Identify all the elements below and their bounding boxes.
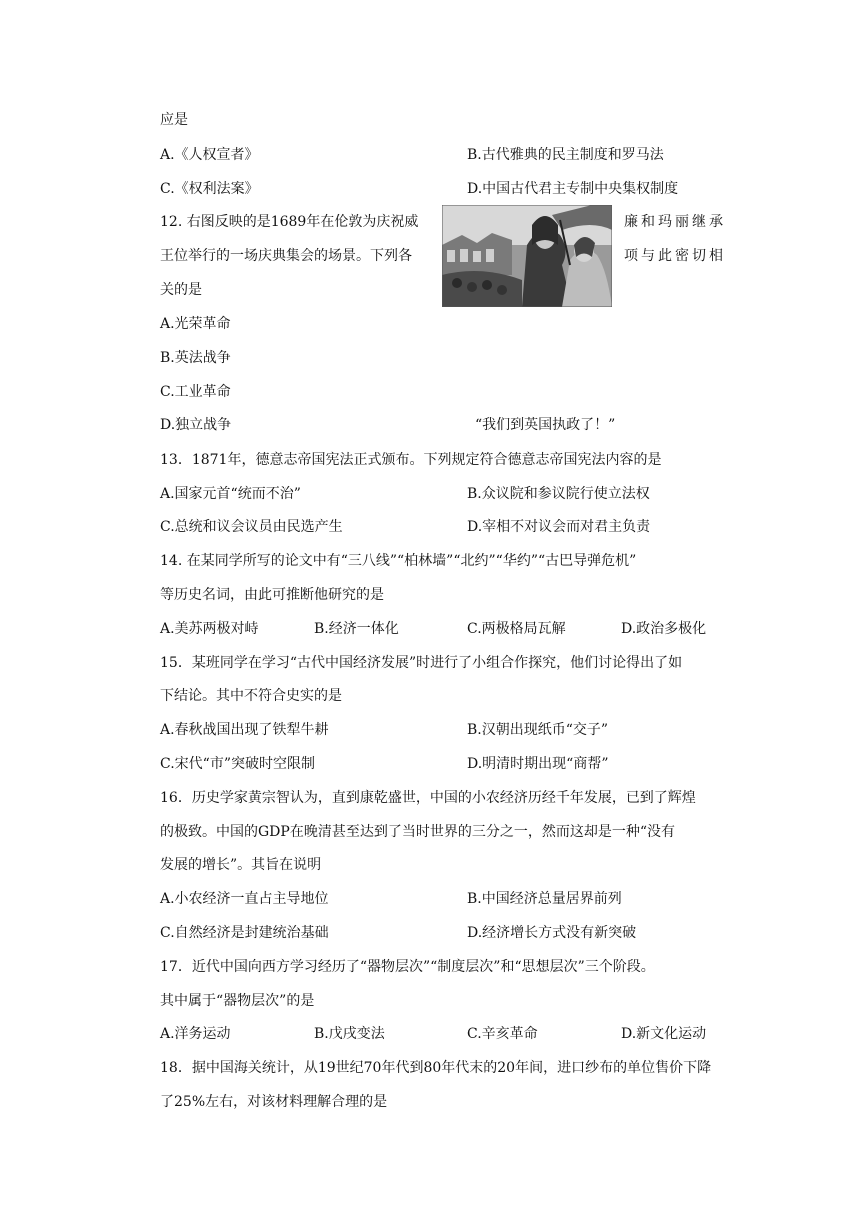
q12-option-c: C.工业革命 <box>160 384 231 400</box>
q14-option-c: C.两极格局瓦解 <box>467 621 566 637</box>
q15-option-a: A.春秋战国出现了铁犁牛耕 <box>160 722 329 738</box>
q12-option-d: D.独立战争 <box>160 417 232 433</box>
q17-stem-2: 其中属于“器物层次”的是 <box>160 993 315 1009</box>
q16-stem-1: 16．历史学家黄宗智认为，直到康乾盛世，中国的小农经济历经千年发展，已到了辉煌 <box>160 790 696 806</box>
q15-stem-2: 下结论。其中不符合史实的是 <box>160 688 342 704</box>
q12-option-a: A.光荣革命 <box>160 316 231 332</box>
q13-option-d: D.宰相不对议会而对君主负责 <box>467 519 651 535</box>
q14-stem-1: 14. 在某同学所写的论文中有“三八线”“柏林墙”“北约”“华约”“古巴导弹危机” <box>160 553 637 569</box>
q17-option-a: A.洋务运动 <box>160 1026 231 1042</box>
q12-stem-2: 王位举行的一场庆典集会的场景。下列各 <box>160 248 412 264</box>
q16-stem-3: 发展的增长”。其旨在说明 <box>160 857 322 873</box>
q14-stem-2: 等历史名词，由此可推断他研究的是 <box>160 587 384 603</box>
continued-text: 应是 <box>160 112 188 128</box>
q17-option-c: C.辛亥革命 <box>467 1026 538 1042</box>
q12-stem-3: 关的是 <box>160 282 202 298</box>
coronation-engraving-image <box>442 205 612 307</box>
q15-option-d: D.明清时期出现“商帮” <box>467 756 609 772</box>
q13-stem: 13．1871年，德意志帝国宪法正式颁布。下列规定符合德意志帝国宪法内容的是 <box>160 452 662 468</box>
q13-option-b: B.众议院和参议院行使立法权 <box>467 486 650 502</box>
image-caption: “我们到英国执政了！” <box>475 417 616 433</box>
q16-option-a: A.小农经济一直占主导地位 <box>160 891 329 907</box>
q12-stem-2-right: 项与此密切相 <box>624 248 726 264</box>
q12-stem-1-right: 廉和玛丽继承 <box>624 214 726 230</box>
q17-stem-1: 17．近代中国向西方学习经历了“器物层次”“制度层次”和“思想层次”三个阶段。 <box>160 959 655 975</box>
q12-option-b: B.英法战争 <box>160 350 231 366</box>
q16-option-b: B.中国经济总量居界前列 <box>467 891 622 907</box>
q14-option-b: B.经济一体化 <box>314 621 399 637</box>
q15-stem-1: 15．某班同学在学习“古代中国经济发展”时进行了小组合作探究，他们讨论得出了如 <box>160 655 683 671</box>
q11-option-a: A.《人权宣者》 <box>160 147 259 163</box>
q13-option-a: A.国家元首“统而不治” <box>160 486 301 502</box>
q15-option-c: C.宋代“市”突破时空限制 <box>160 756 315 772</box>
q17-option-d: D.新文化运动 <box>621 1026 707 1042</box>
q11-option-b: B.古代雅典的民主制度和罗马法 <box>467 147 664 163</box>
q11-option-d: D.中国古代君主专制中央集权制度 <box>467 181 679 197</box>
q15-option-b: B.汉朝出现纸币“交子” <box>467 722 609 738</box>
q17-option-b: B.戊戌变法 <box>314 1026 385 1042</box>
q18-stem-1: 18．据中国海关统计，从19世纪70年代到80年代末的20年间，进口纱布的单位售价下降 <box>160 1060 712 1076</box>
q16-stem-2: 的极致。中国的GDP在晚清甚至达到了当时世界的三分之一，然而这却是一种“没有 <box>160 824 675 840</box>
q14-option-a: A.美苏两极对峙 <box>160 621 259 637</box>
q11-option-c: C.《权利法案》 <box>160 181 259 197</box>
q16-option-d: D.经济增长方式没有新突破 <box>467 925 637 941</box>
q16-option-c: C.自然经济是封建统治基础 <box>160 925 329 941</box>
q18-stem-2: 了25%左右，对该材料理解合理的是 <box>160 1094 388 1110</box>
q13-option-c: C.总统和议会议员由民选产生 <box>160 519 343 535</box>
q14-option-d: D.政治多极化 <box>621 621 707 637</box>
q12-stem-1: 12. 右图反映的是1689年在伦敦为庆祝威 <box>160 214 419 230</box>
